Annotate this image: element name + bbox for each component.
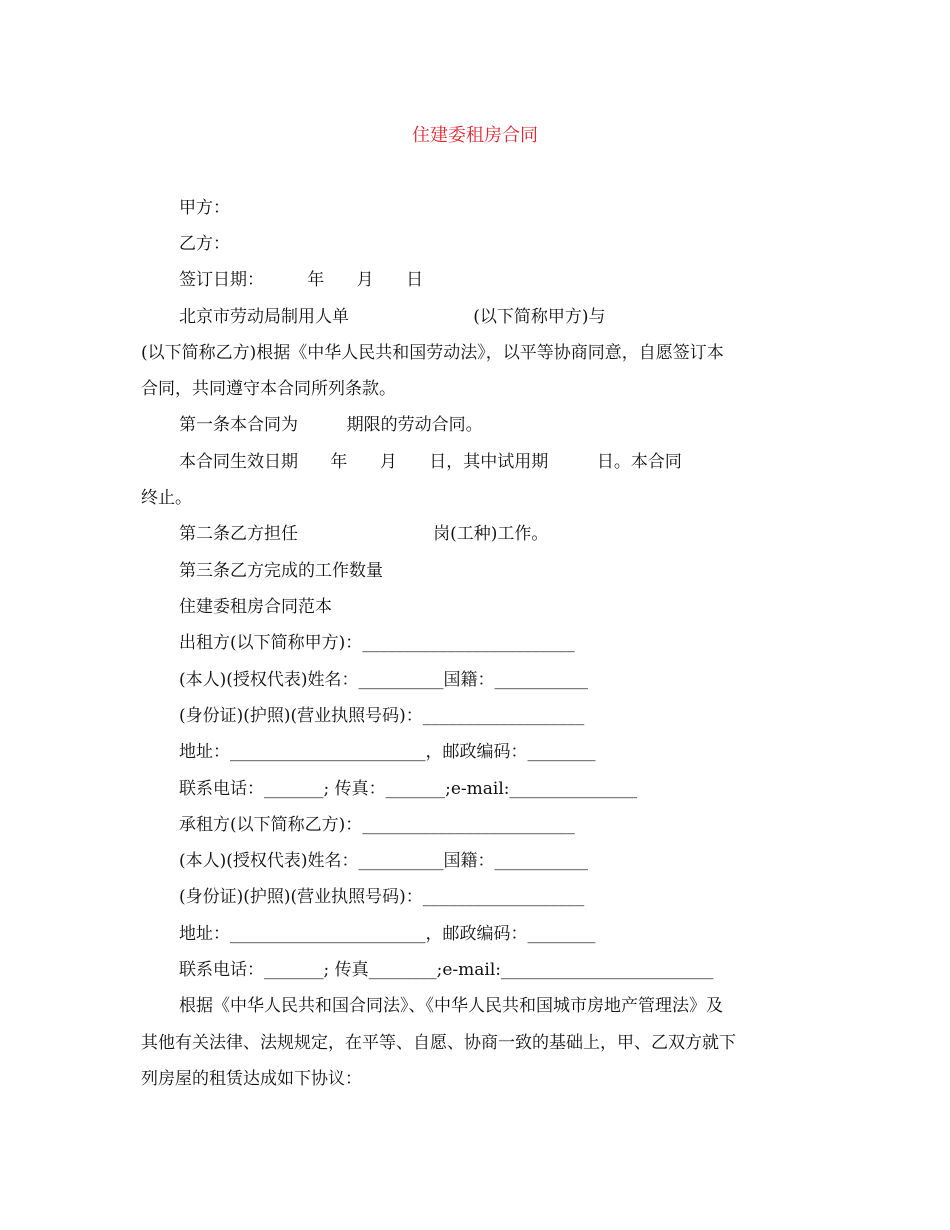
article-2-line: 第二条乙方担任 岗(工种)工作。: [179, 524, 549, 544]
lessor-address-line: 地址：_______________________，邮政编码：________: [179, 742, 596, 762]
effective-date-line: 本合同生效日期 年 月 日，其中试用期 日。本合同: [179, 452, 682, 472]
lessee-contact-line: 联系电话：_______; 传真________;e-mail:_________________________: [179, 960, 714, 980]
party-a-line: 甲方：: [179, 198, 230, 218]
intro-line-1: 北京市劳动局制用人单 (以下简称甲方)与: [179, 307, 606, 327]
intro-line-3: 合同，共同遵守本合同所列条款。: [141, 379, 396, 399]
lessor-id-line: (身份证)(护照)(营业执照号码)：___________________: [179, 706, 585, 726]
lessee-address-line: 地址：_______________________，邮政编码：________: [179, 924, 596, 944]
template-heading: 住建委租房合同范本: [179, 597, 332, 617]
basis-line-2: 其他有关法律、法规规定，在平等、自愿、协商一致的基础上，甲、乙双方就下: [141, 1033, 736, 1053]
lessor-name-line: (本人)(授权代表)姓名：__________国籍：___________: [179, 670, 589, 690]
lessee-id-line: (身份证)(护照)(营业执照号码)：___________________: [179, 887, 585, 907]
intro-line-2: (以下简称乙方)根据《中华人民共和国劳动法》，以平等协商同意，自愿签订本: [141, 343, 724, 363]
lessee-line: 承租方(以下简称乙方)：_________________________: [179, 815, 575, 835]
basis-line-3: 列房屋的租赁达成如下协议：: [141, 1069, 362, 1089]
basis-line-1: 根据《中华人民共和国合同法》、《中华人民共和国城市房地产管理法》及: [179, 996, 723, 1016]
party-b-line: 乙方：: [179, 234, 230, 254]
article-1-line: 第一条本合同为 期限的劳动合同。: [179, 415, 483, 435]
document-title: 住建委租房合同: [412, 125, 538, 146]
lessor-line: 出租方(以下简称甲方)：_________________________: [179, 633, 575, 653]
effective-date-line-2: 终止。: [141, 488, 192, 508]
lessee-name-line: (本人)(授权代表)姓名：__________国籍：___________: [179, 851, 589, 871]
signing-date-line: 签订日期： 年 月 日: [179, 270, 424, 290]
article-3-line: 第三条乙方完成的工作数量: [179, 561, 383, 581]
lessor-contact-line: 联系电话：_______; 传真：_______;e-mail:_______________: [179, 779, 638, 799]
